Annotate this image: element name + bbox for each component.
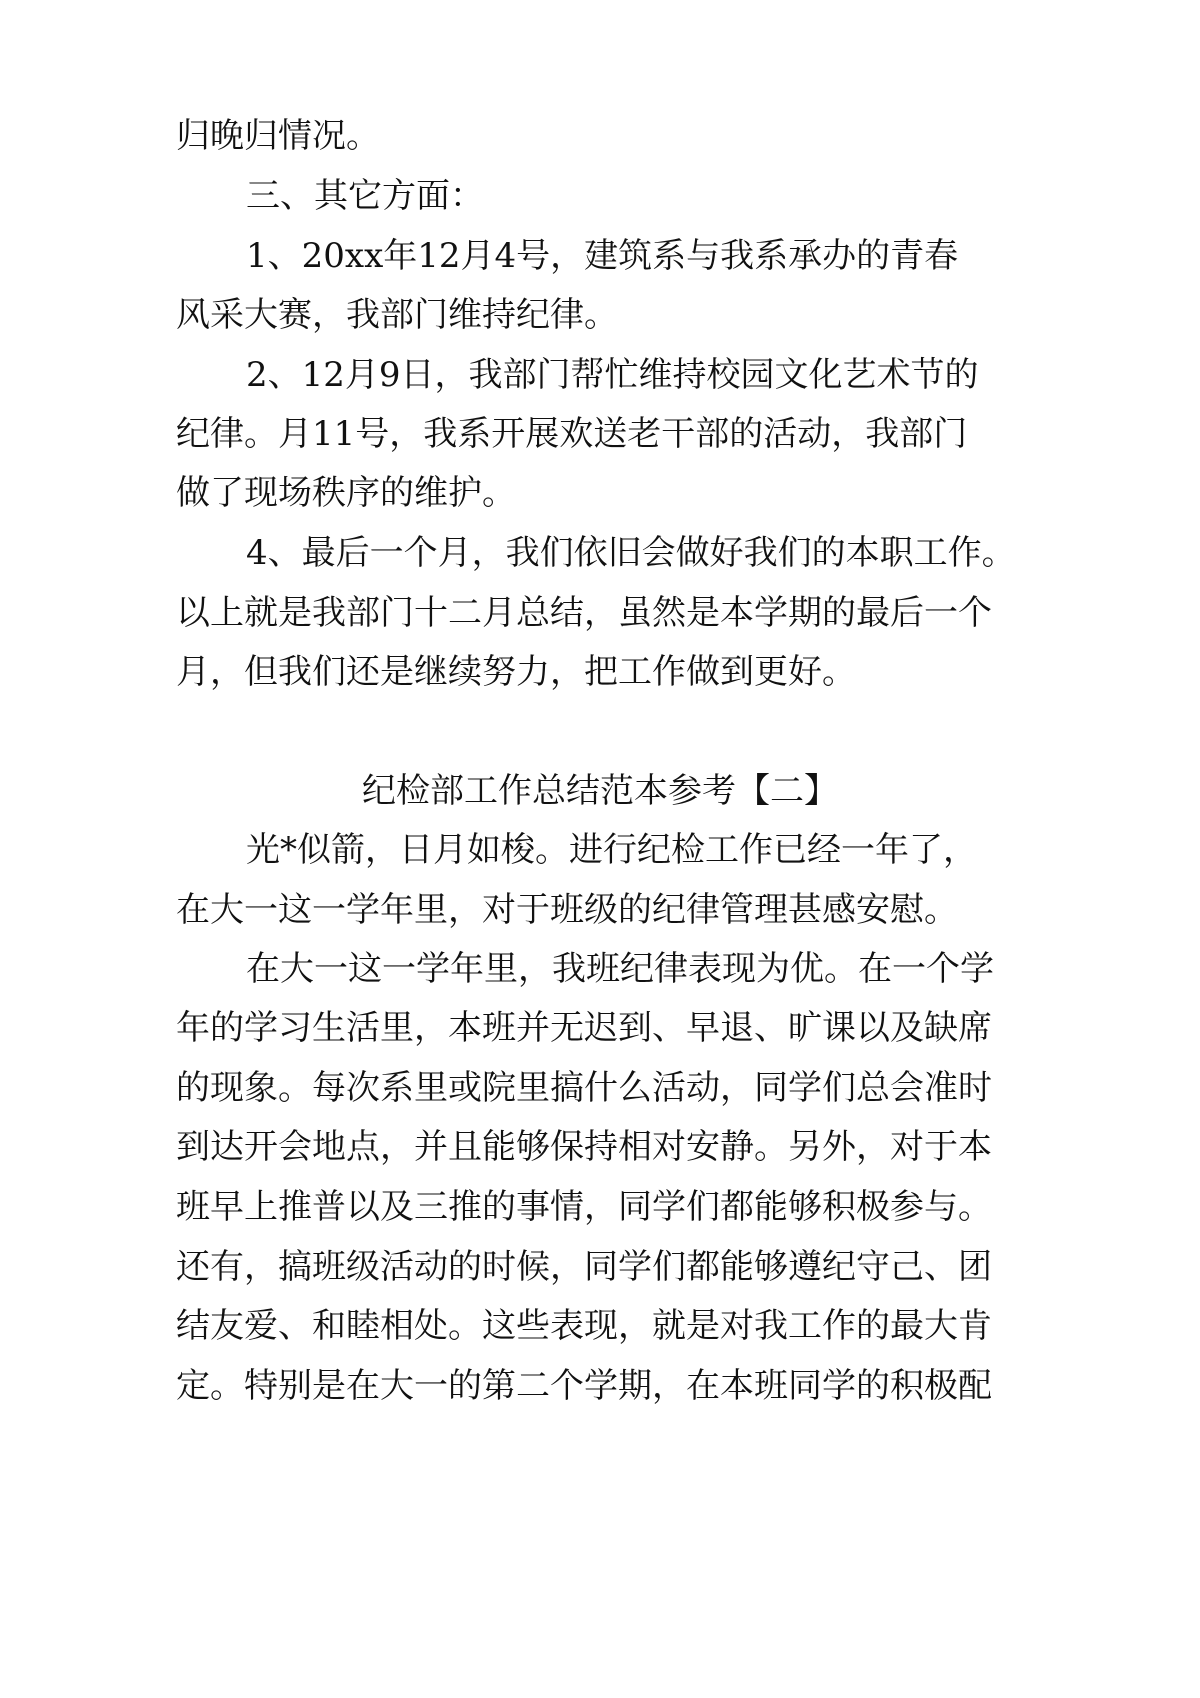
text-line: 2、12月9日，我部门帮忙维持校园文化艺术节的 xyxy=(246,355,979,395)
text-line: 纪律。月11号，我系开展欢送老干部的活动，我部门 xyxy=(176,414,968,454)
text-line: 在大一这一学年里，我班纪律表现为优。在一个学 xyxy=(246,949,994,989)
text-line: 在大一这一学年里，对于班级的纪律管理甚感安慰。 xyxy=(176,890,958,930)
text-line: 光*似箭，日月如梭。进行纪检工作已经一年了， xyxy=(246,830,977,870)
text-line: 定。特别是在大一的第二个学期，在本班同学的积极配 xyxy=(176,1366,992,1406)
text-line: 做了现场秩序的维护。 xyxy=(176,473,516,513)
text-line: 班早上推普以及三推的事情，同学们都能够积极参与。 xyxy=(176,1187,992,1227)
text-line: 的现象。每次系里或院里搞什么活动，同学们总会准时 xyxy=(176,1068,992,1108)
text-line: 风采大赛，我部门维持纪律。 xyxy=(176,295,618,335)
text-line: 归晚归情况。 xyxy=(176,116,380,156)
text-line: 1、20xx年12月4号，建筑系与我系承办的青春 xyxy=(246,236,959,276)
text-line: 结友爱、和睦相处。这些表现，就是对我工作的最大肯 xyxy=(176,1306,992,1346)
text-line: 还有，搞班级活动的时候，同学们都能够遵纪守己、团 xyxy=(176,1247,992,1287)
text-line: 到达开会地点，并且能够保持相对安静。另外，对于本 xyxy=(176,1127,992,1167)
text-line: 4、最后一个月，我们依旧会做好我们的本职工作。 xyxy=(246,533,1016,573)
section-heading-other: 三、其它方面： xyxy=(246,176,484,216)
text-line: 以上就是我部门十二月总结，虽然是本学期的最后一个 xyxy=(176,593,992,633)
text-line: 月，但我们还是继续努力，把工作做到更好。 xyxy=(176,652,856,692)
section-title: 纪检部工作总结范本参考【二】 xyxy=(362,771,838,811)
text-line: 年的学习生活里，本班并无迟到、早退、旷课以及缺席 xyxy=(176,1008,992,1048)
